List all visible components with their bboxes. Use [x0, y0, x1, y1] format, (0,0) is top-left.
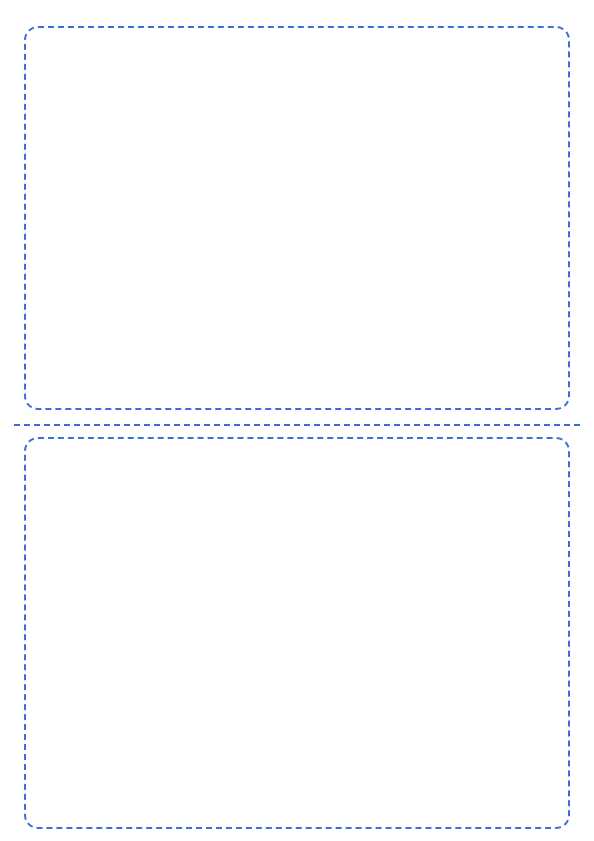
vocab-card-top — [24, 26, 570, 410]
vocab-card-bottom — [24, 437, 570, 829]
cut-line — [14, 424, 580, 426]
